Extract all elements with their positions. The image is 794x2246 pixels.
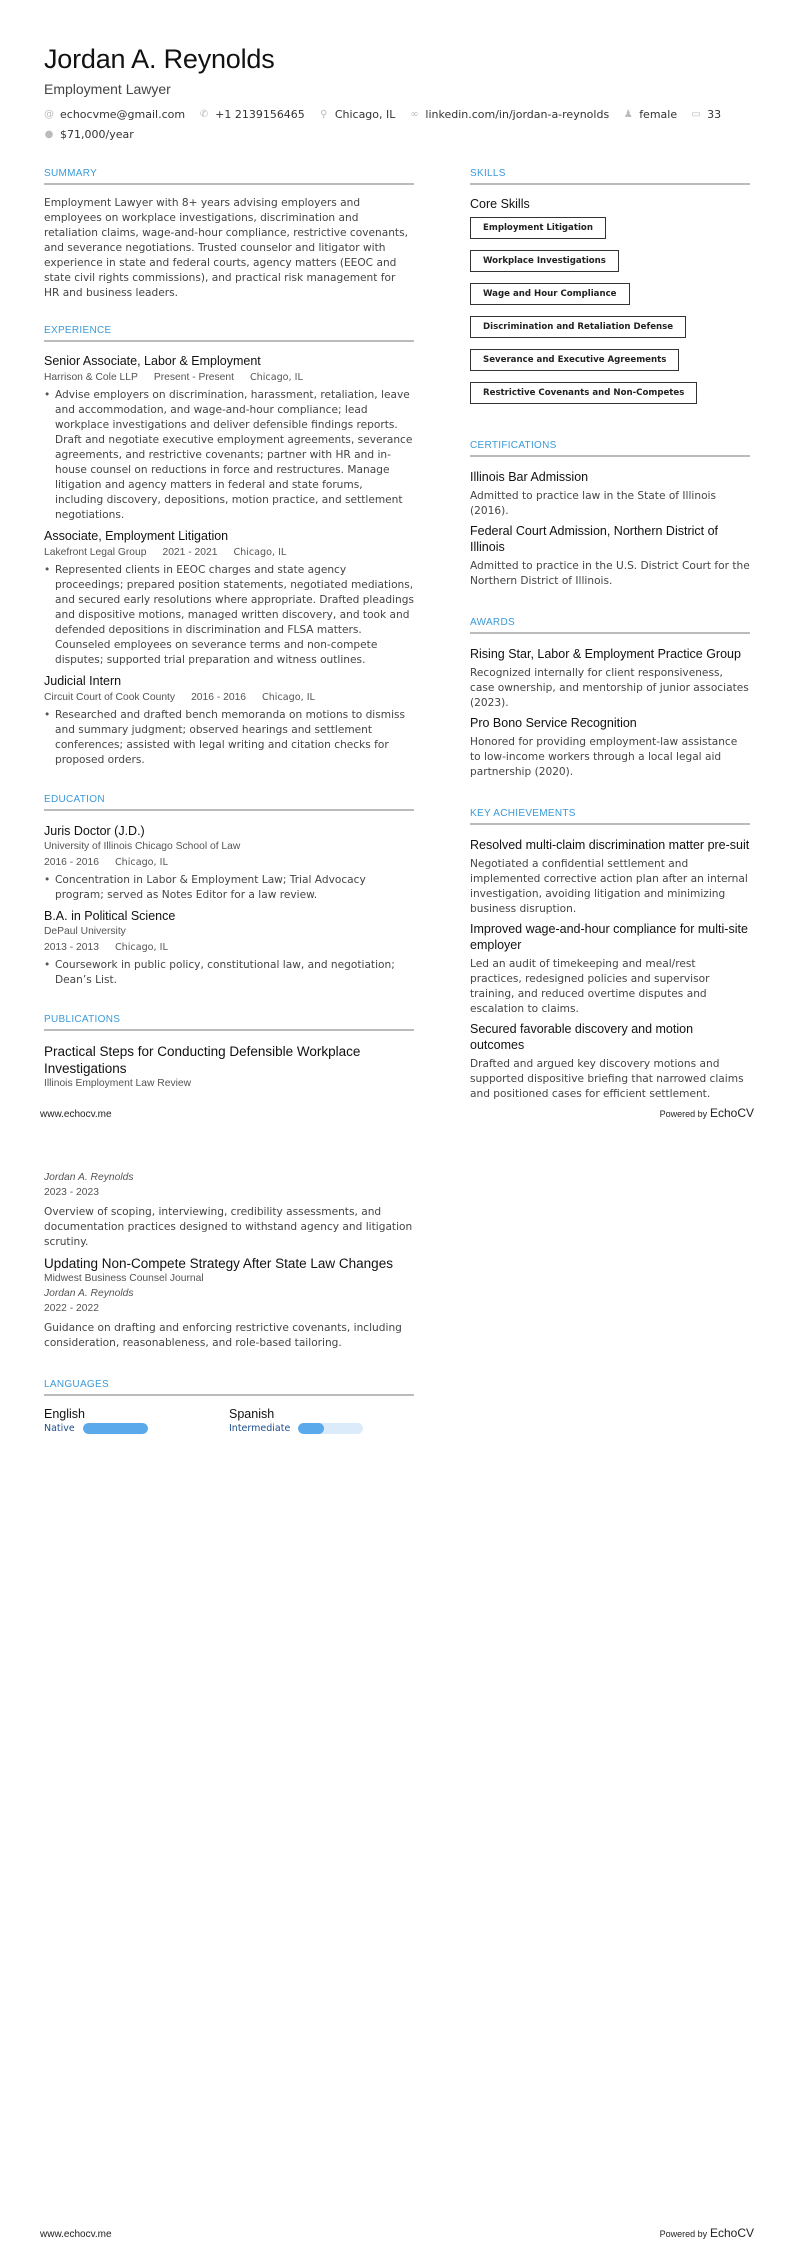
brand-logo[interactable]: EchoCV bbox=[709, 1106, 754, 1120]
bullet-item: • Researched and drafted bench memoranda on motions to dismiss and summary judgment; observed hearings and settlement conferences; assisted with legal writing and citation checks for proposed orders. bbox=[44, 709, 406, 766]
candidate-name: Jordan A. Reynolds bbox=[44, 44, 275, 74]
resume-header bbox=[44, 42, 764, 142]
experience-item bbox=[44, 528, 414, 668]
section-heading: PUBLICATIONS bbox=[44, 1014, 414, 1031]
achievement-description: Led an audit of timekeeping and meal/rest practices, redesigned policies and supervisor training, and reduced overtime disputes and escalation to claims. bbox=[470, 958, 710, 1015]
section-heading: EXPERIENCE bbox=[44, 325, 414, 342]
website-link[interactable]: www.echocv.me bbox=[40, 2229, 112, 2240]
phone-icon: ✆ bbox=[199, 109, 209, 120]
certification-item bbox=[470, 523, 750, 589]
left-column bbox=[44, 168, 414, 1091]
award-title: Pro Bono Service Recognition bbox=[470, 716, 637, 730]
achievement-title: Resolved multi-claim discrimination matter pre-suit bbox=[470, 838, 750, 852]
powered-by: Powered by EchoCV bbox=[659, 1106, 754, 1120]
company: Harrison & Cole LLP bbox=[44, 372, 138, 383]
location: Chicago, IL bbox=[249, 372, 303, 383]
bullet-icon: • bbox=[44, 564, 51, 576]
person-icon: ♟ bbox=[623, 109, 633, 120]
contact-salary: ● $71,000/year bbox=[44, 128, 134, 141]
language-level: Native bbox=[44, 1423, 75, 1434]
certification-title: Illinois Bar Admission bbox=[470, 470, 589, 484]
proficiency-bar bbox=[83, 1423, 148, 1434]
achievements-section bbox=[470, 808, 750, 1102]
location: Chicago, IL bbox=[114, 942, 168, 953]
location: Chicago, IL bbox=[233, 547, 287, 558]
awards-section bbox=[470, 617, 750, 780]
achievement-item bbox=[470, 837, 750, 917]
publication-description: Guidance on drafting and enforcing restrictive covenants, including consideration, reasonableness, and role-based tailoring. bbox=[44, 1322, 402, 1349]
section-heading: CERTIFICATIONS bbox=[470, 440, 750, 457]
language-name: English bbox=[44, 1407, 85, 1421]
publication-title: Updating Non-Compete Strategy After State Law Changes bbox=[44, 1256, 393, 1271]
achievement-description: Negotiated a confidential settlement and implemented corrective action plan after an internal investigation, avoiding litigation and minimizing business disruption. bbox=[470, 858, 748, 915]
contact-gender: ♟ female bbox=[623, 108, 678, 121]
achievement-title: Secured favorable discovery and motion outcomes bbox=[470, 1022, 694, 1052]
location-pin-icon: ⚲ bbox=[320, 109, 328, 120]
degree: Juris Doctor (J.D.) bbox=[44, 824, 145, 838]
experience-section bbox=[44, 325, 414, 768]
dates: Present - Present bbox=[153, 372, 234, 383]
skill-chip: Wage and Hour Compliance bbox=[470, 283, 630, 305]
school: University of Illinois Chicago School of Law bbox=[44, 841, 241, 852]
proficiency-bar bbox=[298, 1423, 363, 1434]
skills-group-title: Core Skills bbox=[470, 197, 530, 211]
job-title: Senior Associate, Labor & Employment bbox=[44, 354, 261, 368]
proficiency-fill bbox=[298, 1423, 324, 1434]
certification-description: Admitted to practice law in the State of Illinois (2016). bbox=[470, 490, 717, 517]
achievement-item bbox=[470, 1021, 750, 1102]
location: Chicago, IL bbox=[262, 692, 315, 703]
contact-age: ▭ 33 bbox=[691, 108, 722, 121]
language-item bbox=[229, 1406, 414, 1434]
publication-author: Jordan A. Reynolds bbox=[44, 1172, 134, 1183]
powered-by: Powered by EchoCV bbox=[659, 2226, 754, 2240]
publication-item bbox=[44, 1043, 414, 1091]
publication-description: Overview of scoping, interviewing, credibility assessments, and documentation practices designed to withstand agency and litigation scrutiny. bbox=[44, 1206, 413, 1248]
publisher: Illinois Employment Law Review bbox=[44, 1078, 192, 1089]
summary-section bbox=[44, 168, 414, 301]
page-footer bbox=[40, 2226, 754, 2240]
website-link[interactable]: www.echocv.me bbox=[40, 1109, 112, 1120]
achievement-description: Drafted and argued key discovery motions and supported dispositive briefing that narrowed claims and positioned cases for efficient settlement. bbox=[470, 1058, 744, 1100]
certification-title: Federal Court Admission, Northern District of Illinois bbox=[470, 524, 719, 554]
education-section bbox=[44, 794, 414, 988]
contact-linkedin[interactable]: ∞ linkedin.com/in/jordan-a-reynolds bbox=[410, 108, 610, 121]
bullet-icon: • bbox=[44, 874, 51, 886]
link-icon: ∞ bbox=[410, 109, 419, 120]
education-item bbox=[44, 908, 414, 988]
dates: 2021 - 2021 bbox=[162, 547, 218, 558]
dates: 2016 - 2016 bbox=[44, 857, 99, 868]
education-item bbox=[44, 823, 414, 903]
contact-list bbox=[44, 108, 764, 142]
left-column-page-2 bbox=[44, 1170, 414, 1434]
section-heading: AWARDS bbox=[470, 617, 750, 634]
publication-author: Jordan A. Reynolds bbox=[44, 1288, 134, 1299]
language-name: Spanish bbox=[229, 1407, 275, 1421]
section-heading: SKILLS bbox=[470, 168, 750, 185]
bullet-item: • Advise employers on discrimination, harassment, retaliation, leave and accommodation, and wage-and-hour compliance; lead workplace investigations and deliver defensible findings reports. Draft and negotiate executive employment agreements, severance agreements, and restrictive covenants; partner with HR and in-house counsel on reductions in force and restructures. Manage litigation and agency matters in federal and state forums, including discovery, depositions, motion practice, and settlement negotiations. bbox=[44, 389, 413, 521]
bullet-item: • Represented clients in EEOC charges and state agency proceedings; prepared position statements, negotiated mediations, and secured early resolutions where appropriate. Drafted pleadings and dispositive motions, managed written discovery, and took and defended depositions in discrimination and FLSA matters. Counseled employees on severance terms and non-compete disputes; supported trial preparation and witness outlines. bbox=[44, 564, 415, 666]
skill-chip: Employment Litigation bbox=[470, 217, 606, 239]
section-heading: KEY ACHIEVEMENTS bbox=[470, 808, 750, 825]
award-description: Recognized internally for client responsiveness, case ownership, and mentorship of junior associates (2023). bbox=[470, 667, 749, 709]
right-column bbox=[470, 168, 750, 1102]
publication-item-continued bbox=[44, 1170, 414, 1250]
publications-section bbox=[44, 1014, 414, 1091]
section-heading: SUMMARY bbox=[44, 168, 414, 185]
award-item bbox=[470, 646, 750, 711]
experience-item bbox=[44, 353, 414, 523]
summary-text: Employment Lawyer with 8+ years advising employers and employees on workplace investigations, discrimination and retaliation claims, wage-and-hour compliance, restrictive covenants, and severance negotiations. Trusted counselor and litigator with experience in state and federal courts, agency matters (EEOC and state civil rights commissions), and practical risk management for HR and business leaders. bbox=[44, 197, 408, 299]
school: DePaul University bbox=[44, 926, 126, 937]
bullet-item: • Coursework in public policy, constitutional law, and negotiation; Dean’s List. bbox=[44, 959, 395, 986]
award-item bbox=[470, 715, 750, 780]
experience-item bbox=[44, 673, 414, 768]
job-title: Judicial Intern bbox=[44, 674, 122, 688]
certification-description: Admitted to practice in the U.S. District Court for the Northern District of Illinois. bbox=[470, 560, 750, 587]
certifications-section bbox=[470, 440, 750, 589]
job-title: Associate, Employment Litigation bbox=[44, 529, 229, 543]
publication-dates: 2023 - 2023 bbox=[44, 1187, 99, 1198]
publisher: Midwest Business Counsel Journal bbox=[44, 1273, 204, 1284]
language-item bbox=[44, 1406, 229, 1434]
candidate-title: Employment Lawyer bbox=[44, 81, 171, 97]
achievement-item bbox=[470, 921, 750, 1017]
skills-section bbox=[470, 168, 750, 404]
proficiency-fill bbox=[83, 1423, 148, 1434]
skill-chip: Workplace Investigations bbox=[470, 250, 619, 272]
contact-email[interactable]: @ echocvme@gmail.com bbox=[44, 108, 186, 121]
section-heading: LANGUAGES bbox=[44, 1379, 414, 1396]
page-footer bbox=[40, 1106, 754, 1120]
company: Lakefront Legal Group bbox=[44, 547, 147, 558]
dates: 2016 - 2016 bbox=[191, 692, 247, 703]
section-heading: EDUCATION bbox=[44, 794, 414, 811]
award-title: Rising Star, Labor & Employment Practice Group bbox=[470, 647, 741, 661]
bullet-item: • Concentration in Labor & Employment Law; Trial Advocacy program; served as Notes Editor for a law review. bbox=[44, 874, 366, 901]
skill-chips bbox=[470, 217, 750, 404]
skill-chip: Discrimination and Retaliation Defense bbox=[470, 316, 686, 338]
publication-dates: 2022 - 2022 bbox=[44, 1303, 99, 1314]
achievement-title: Improved wage-and-hour compliance for multi-site employer bbox=[470, 922, 748, 952]
contact-phone[interactable]: ✆ +1 2139156465 bbox=[199, 108, 305, 121]
company: Circuit Court of Cook County bbox=[44, 692, 176, 703]
languages-section bbox=[44, 1379, 414, 1434]
brand-logo[interactable]: EchoCV bbox=[709, 2226, 754, 2240]
publication-title: Practical Steps for Conducting Defensible Workplace Investigations bbox=[44, 1044, 361, 1076]
bullet-icon: • bbox=[44, 709, 51, 721]
degree: B.A. in Political Science bbox=[44, 909, 176, 923]
salary-icon: ● bbox=[44, 129, 54, 140]
location: Chicago, IL bbox=[114, 857, 168, 868]
award-description: Honored for providing employment-law assistance to low-income workers through a local legal aid partnership (2020). bbox=[470, 736, 738, 778]
publication-item bbox=[44, 1255, 414, 1351]
skill-chip: Severance and Executive Agreements bbox=[470, 349, 679, 371]
contact-location: ⚲ Chicago, IL bbox=[320, 108, 396, 121]
at-icon: @ bbox=[44, 109, 54, 120]
language-level: Intermediate bbox=[229, 1423, 291, 1434]
skill-chip: Restrictive Covenants and Non-Competes bbox=[470, 382, 697, 404]
bullet-icon: • bbox=[44, 389, 51, 401]
certification-item bbox=[470, 469, 750, 519]
calendar-icon: ▭ bbox=[691, 109, 701, 120]
dates: 2013 - 2013 bbox=[44, 942, 99, 953]
bullet-icon: • bbox=[44, 959, 51, 971]
